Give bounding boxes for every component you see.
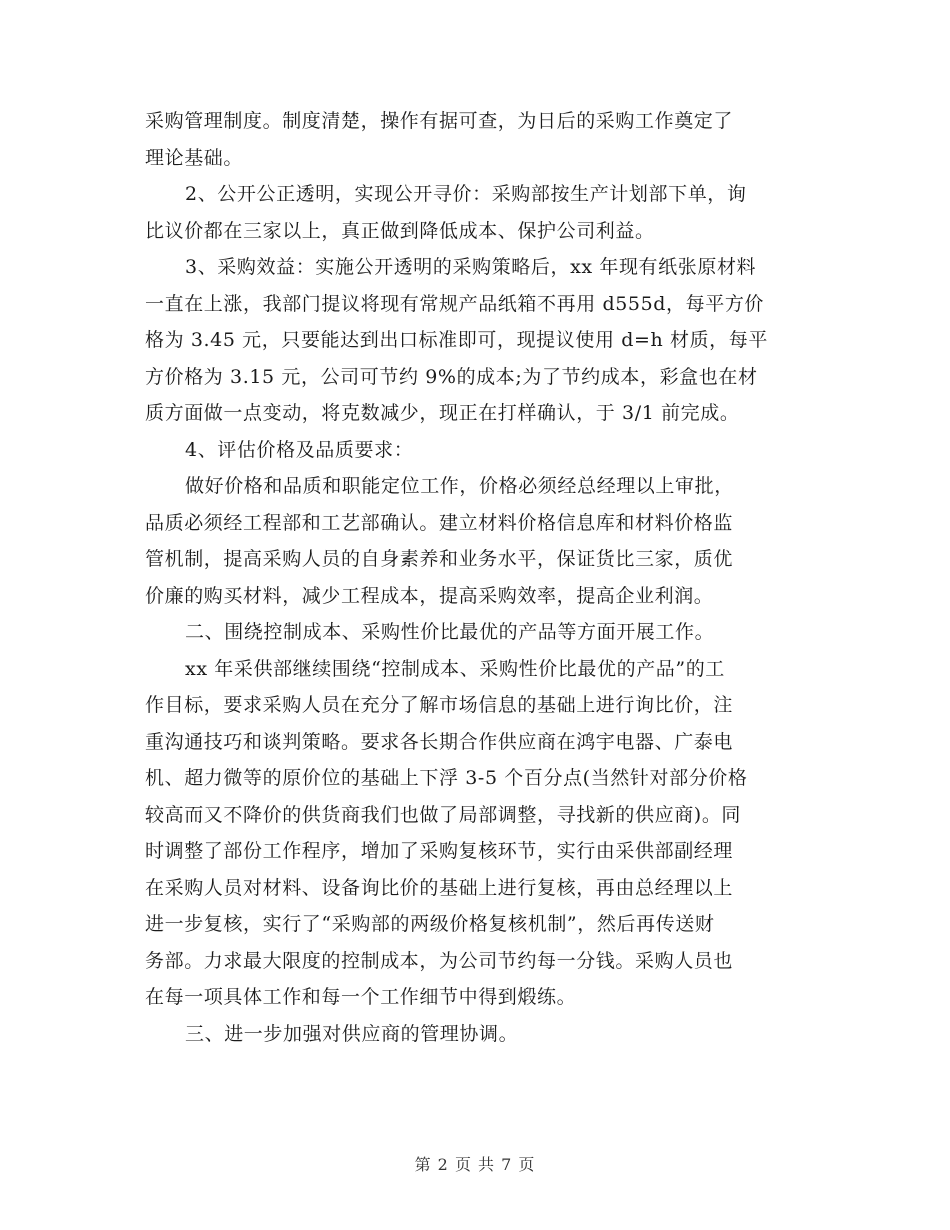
text-line: 机、超力微等的原价位的基础上下浮 3-5 个百分点(当然针对部分价格	[145, 767, 748, 789]
text-line: 格为 3.45 元，只要能达到出口标准即可，现提议使用 d=h 材质，每平	[145, 329, 768, 351]
text-line: 2、公开公正透明，实现公开寻价：采购部按生产计划部下单，询	[185, 183, 747, 205]
document-body	[145, 103, 817, 1052]
text-line: 理论基础。	[145, 146, 244, 169]
text-line: 品质必须经工程部和工艺部确认。建立材料价格信息库和材料价格监	[145, 511, 734, 534]
text-line: 二、围绕控制成本、采购性价比最优的产品等方面开展工作。	[185, 621, 715, 643]
text-line: 作目标，要求采购人员在充分了解市场信息的基础上进行询比价，注	[145, 694, 734, 716]
text-line: 价廉的购买材料，减少工程成本，提高采购效率，提高企业利润。	[145, 584, 714, 607]
text-line: 比议价都在三家以上，真正做到降低成本、保护公司利益。	[145, 219, 655, 242]
text-line: 较高而又不降价的供货商我们也做了局部调整，寻找新的供应商)。同	[145, 803, 742, 826]
text-line: 方价格为 3.15 元，公司可节约 9%的成本;为了节约成本，彩盒也在材	[145, 365, 758, 388]
text-line: 进一步复核，实行了“采购部的两级价格复核机制”，然后再传送财	[145, 913, 715, 935]
text-line: 三、进一步加强对供应商的管理协调。	[185, 1022, 519, 1045]
text-line: 务部。力求最大限度的控制成本，为公司节约每一分钱。采购人员也	[145, 949, 734, 972]
text-line: xx 年采供部继续围绕“控制成本、采购性价比最优的产品”的工	[185, 657, 725, 680]
text-line: 采购管理制度。制度清楚，操作有据可查，为日后的采购工作奠定了	[145, 110, 734, 132]
text-line: 在采购人员对材料、设备询比价的基础上进行复核，再由总经理以上	[145, 876, 734, 899]
text-line: 时调整了部份工作程序，增加了采购复核环节，实行由采供部副经理	[145, 840, 734, 862]
text-line: 在每一项具体工作和每一个工作细节中得到煅练。	[145, 986, 577, 1008]
text-line: 重沟通技巧和谈判策略。要求各长期合作供应商在鸿宇电器、广泰电	[145, 730, 734, 753]
text-line: 管机制，提高采购人员的自身素养和业务水平，保证货比三家，质优	[145, 548, 734, 570]
text-line: 做好价格和品质和职能定位工作，价格必须经总经理以上审批，	[185, 475, 734, 497]
text-line: 质方面做一点变动，将克数减少，现正在打样确认，于 3/1 前完成。	[145, 402, 740, 424]
text-line: 4、评估价格及品质要求：	[185, 438, 414, 461]
text-line: 一直在上涨，我部门提议将现有常规产品纸箱不再用 d555d，每平方价	[145, 292, 765, 315]
text-line: 3、采购效益：实施公开透明的采购策略后，xx 年现有纸张原材料	[185, 256, 757, 278]
page-footer: 第 2 页 共 7 页	[414, 1155, 536, 1174]
